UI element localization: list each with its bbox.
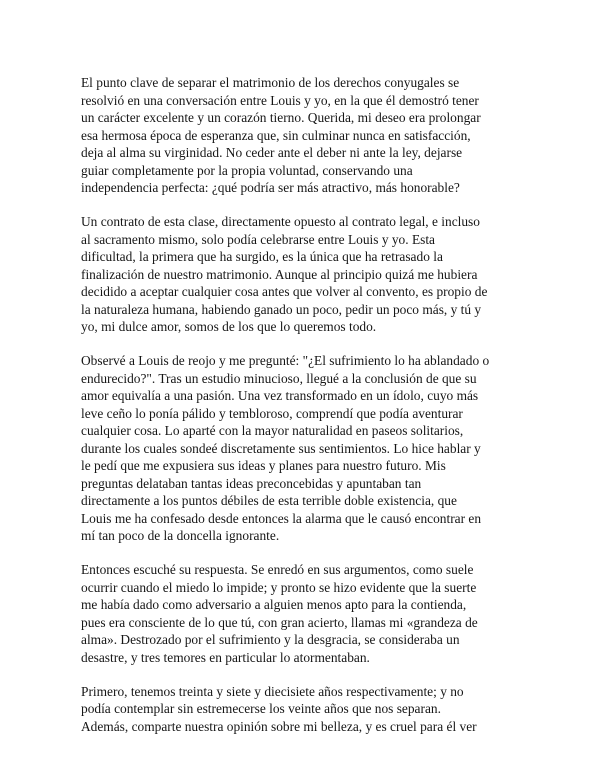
- text-line: finalización de nuestro matrimonio. Aunque al principio quizá me hubiera: [81, 266, 478, 282]
- text-line: Entonces escuché su respuesta. Se enredó en sus argumentos, como suele: [81, 562, 474, 577]
- text-line: Además, comparte nuestra opinión sobre mi belleza, y es cruel para él ver: [81, 718, 477, 734]
- paragraph-2: [81, 213, 531, 336]
- text-line: esa hermosa época de esperanza que, sin culminar nunca en satisfacción,: [81, 127, 471, 143]
- text-line: guiar completamente por la propia voluntad, conservando una: [81, 162, 413, 178]
- text-line: ocurrir cuando el miedo lo impide; y pronto se hizo evidente que la suerte: [81, 579, 477, 595]
- text-line: un carácter excelente y un corazón tierno. Querida, mi deseo era prolongar: [81, 110, 481, 125]
- text-line: leve ceño lo ponía pálido y tembloroso, comprendí que podía aventurar: [81, 405, 463, 421]
- text-line: El punto clave de separar el matrimonio de los derechos conyugales se: [81, 75, 460, 90]
- text-line: independencia perfecta: ¿qué podría ser más atractivo, más honorable?: [81, 180, 460, 195]
- text-line: directamente a los puntos débiles de esta terrible doble existencia, que: [81, 493, 457, 508]
- text-line: Primero, tenemos treinta y siete y diecisiete años respectivamente; y no: [81, 683, 464, 699]
- paragraph-4: [81, 561, 531, 666]
- text-line: amor equivalía a una pasión. Una vez transformado en un ídolo, cuyo más: [81, 388, 479, 403]
- text-line: podía contemplar sin estremecerse los veinte años que nos separan.: [81, 701, 441, 716]
- text-line: la naturaleza humana, habiendo ganado un poco, pedir un poco más, y tú y: [81, 301, 482, 317]
- text-line: deja al alma su virginidad. No ceder ante el deber ni ante la ley, dejarse: [81, 145, 463, 160]
- text-line: dificultad, la primera que ha surgido, es la única que ha retrasado la: [81, 249, 443, 264]
- text-line: endurecido?". Tras un estudio minucioso, llegué a la conclusión de que su: [81, 370, 477, 386]
- text-line: le pedí que me expusiera sus ideas y planes para nuestro futuro. Mis: [81, 458, 446, 473]
- text-line: Louis me ha confesado desde entonces la alarma que le causó encontrar en: [81, 510, 482, 526]
- text-line: preguntas delataban tantas ideas preconcebidas y apuntaban tan: [81, 475, 422, 491]
- text-line: pues era consciente de lo que tú, con gran acierto, llamas mi «grandeza de: [81, 614, 478, 630]
- text-line: al sacramento mismo, solo podía celebrarse entre Louis y yo. Esta: [81, 231, 436, 247]
- text-line: yo, mi dulce amor, somos de los que lo queremos todo.: [81, 319, 377, 334]
- text-line: mí tan poco de la doncella ignorante.: [81, 528, 280, 543]
- paragraph-1: [81, 74, 531, 197]
- text-line: alma». Destrozado por el sufrimiento y la desgracia, se consideraba un: [81, 632, 460, 647]
- paragraph-3: [81, 352, 531, 545]
- document-body: [81, 74, 531, 752]
- text-line: desastre, y tres temores en particular lo atormentaban.: [81, 649, 370, 665]
- text-line: decidido a aceptar cualquier cosa antes que volver al convento, es propio de: [81, 284, 488, 299]
- text-line: resolvió en una conversación entre Louis y yo, en la que él demostró tener: [81, 92, 479, 108]
- text-line: Un contrato de esta clase, directamente opuesto al contrato legal, e incluso: [81, 214, 480, 229]
- text-line: durante los cuales sondeé discretamente sus sentimientos. Lo hice hablar y: [81, 440, 481, 456]
- text-line: Observé a Louis de reojo y me pregunté: "¿El sufrimiento lo ha ablandado o: [81, 353, 490, 368]
- text-line: me había dado como adversario a alguien menos apto para la contienda,: [81, 597, 467, 612]
- paragraph-5: [81, 683, 531, 736]
- text-line: cualquier cosa. Lo aparté con la mayor naturalidad en paseos solitarios,: [81, 423, 464, 438]
